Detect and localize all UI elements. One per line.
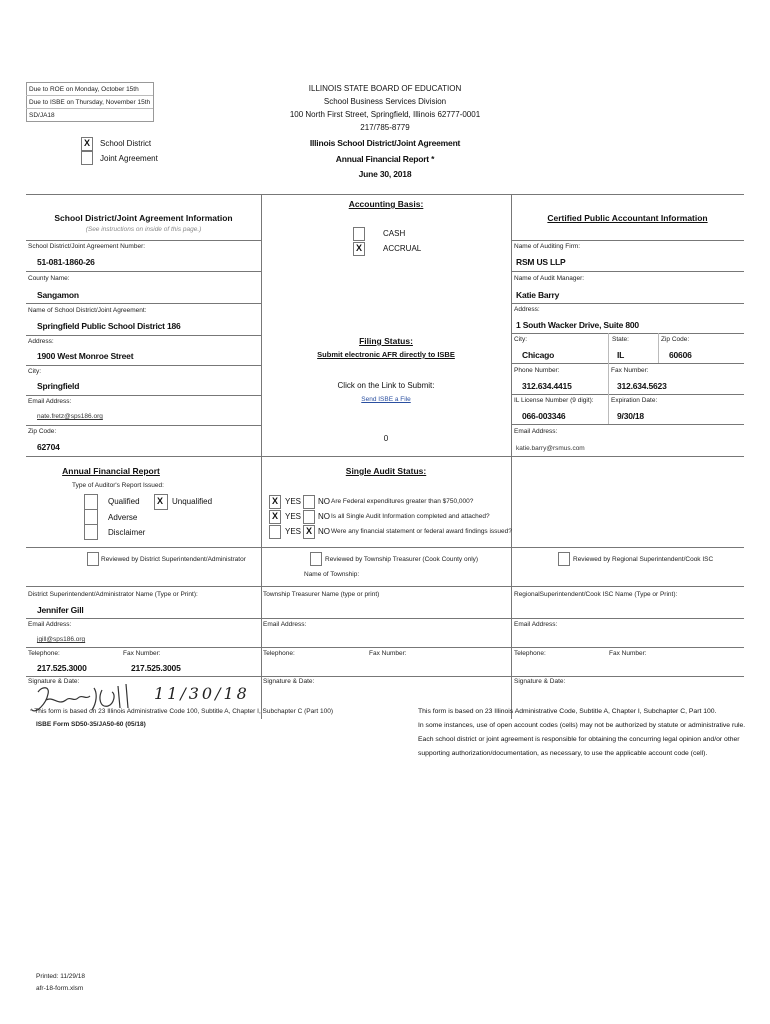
cpa-state[interactable]: IL xyxy=(617,350,625,360)
form-title: Illinois School District/Joint Agreement xyxy=(309,138,461,148)
link-prompt: Click on the Link to Submit: xyxy=(337,381,435,390)
county-label: County Name: xyxy=(28,275,70,282)
district-city[interactable]: Springfield xyxy=(37,381,80,391)
superintendent-signature-date: 11/30/18 xyxy=(154,684,250,703)
expiration-label: Expiration Date: xyxy=(611,397,658,404)
q2-text: Is all Single Audit Information completed and attached? xyxy=(331,513,490,520)
treasurer-phone-label: Telephone: xyxy=(263,650,295,657)
qualified-checkbox[interactable] xyxy=(84,494,98,510)
district-review-label: Reviewed by District Superintendent/Administrator xyxy=(101,556,246,563)
license-label: IL License Number (9 digit): xyxy=(514,397,594,404)
filing-count: 0 xyxy=(383,434,389,443)
single-audit-heading: Single Audit Status: xyxy=(345,466,427,476)
footnote-left-2: ISBE Form SD50-35/JA50-60 (05/18) xyxy=(36,721,146,728)
regional-fax-label: Fax Number: xyxy=(609,650,647,657)
q1-text: Are Federal expenditures greater than $750,000? xyxy=(331,498,474,505)
superintendent-phone[interactable]: 217.525.3000 xyxy=(37,663,87,673)
cpa-address-label: Address: xyxy=(514,306,540,313)
superintendent-email-label: Email Address: xyxy=(28,621,72,628)
cpa-zip[interactable]: 60606 xyxy=(669,350,692,360)
q2-no-checkbox[interactable] xyxy=(303,510,315,524)
joint-agreement-label: Joint Agreement xyxy=(100,154,158,163)
disclaimer-label: Disclaimer xyxy=(108,528,146,537)
district-email-label: Email Address: xyxy=(28,398,72,405)
firm-label: Name of Auditing Firm: xyxy=(514,243,581,250)
cpa-heading: Certified Public Accountant Information xyxy=(547,213,708,223)
q2-yes-mark: X xyxy=(272,511,279,521)
township-name-label: Name of Township: xyxy=(304,571,360,578)
treasurer-email-label: Email Address: xyxy=(263,621,307,628)
q1-no-label: NO xyxy=(318,497,330,506)
agency-phone: 217/785-8779 xyxy=(360,123,410,132)
township-review-checkbox[interactable] xyxy=(310,552,322,566)
district-zip[interactable]: 62704 xyxy=(37,442,60,452)
joint-agreement-checkbox[interactable] xyxy=(81,151,93,165)
regional-signature-label: Signature & Date: xyxy=(514,678,566,685)
cpa-zip-label: Zip Code: xyxy=(661,336,690,343)
footnote-right-2: In some instances, use of open account codes (cells) may not be authorized by statute or administrative rule. xyxy=(418,722,746,729)
superintendent-signature-label: Signature & Date: xyxy=(28,678,80,685)
file-name: afr-18-form.xlsm xyxy=(36,985,84,992)
agency-address: 100 North First Street, Springfield, Illinois 62777-0001 xyxy=(289,110,481,119)
accrual-mark: X xyxy=(356,243,363,253)
q1-yes-mark: X xyxy=(272,496,279,506)
superintendent-email[interactable]: jgill@sps186.org xyxy=(37,636,86,643)
township-review-label: Reviewed by Township Treasurer (Cook County only) xyxy=(325,556,479,563)
regional-email-label: Email Address: xyxy=(514,621,558,628)
cash-label: CASH xyxy=(383,229,406,238)
district-city-label: City: xyxy=(28,368,41,375)
superintendent-phone-label: Telephone: xyxy=(28,650,60,657)
school-district-label: School District xyxy=(100,139,152,148)
regional-name-label: RegionalSuperintendent/Cook ISC Name (Type or Print): xyxy=(514,591,678,598)
district-address-label: Address: xyxy=(28,338,54,345)
q3-no-label: NO xyxy=(318,527,330,536)
footnote-right-4: supporting authorization/documentation, as necessary, to use the applicable account code (cell). xyxy=(418,750,708,757)
expiration-date[interactable]: 9/30/18 xyxy=(617,411,644,421)
regional-review-label: Reviewed by Regional Superintendent/Cook ISC xyxy=(573,556,714,563)
manager-label: Name of Audit Manager: xyxy=(514,275,585,282)
superintendent-fax-label: Fax Number: xyxy=(123,650,161,657)
cpa-city[interactable]: Chicago xyxy=(522,350,555,360)
audit-manager[interactable]: Katie Barry xyxy=(516,290,560,300)
district-info-heading: School District/Joint Agreement Information xyxy=(54,213,233,223)
cpa-phone-label: Phone Number: xyxy=(514,367,560,374)
adverse-checkbox[interactable] xyxy=(84,509,98,525)
form-code: SD/JA18 xyxy=(29,112,55,119)
unqualified-label: Unqualified xyxy=(172,497,213,506)
district-zip-label: Zip Code: xyxy=(28,428,57,435)
district-review-checkbox[interactable] xyxy=(87,552,99,566)
footnote-right-1: This form is based on 23 Illinois Administrative Code, Subtitle A, Chapter I, Subchapter C, Part 100. xyxy=(418,708,717,715)
treasurer-fax-label: Fax Number: xyxy=(369,650,407,657)
filing-status-subheading: Submit electronic AFR directly to ISBE xyxy=(317,350,455,359)
due-to-isbe: Due to ISBE on Thursday, November 15th xyxy=(29,99,151,106)
license-number[interactable]: 066-003346 xyxy=(522,411,566,421)
due-to-roe: Due to ROE on Monday, October 15th xyxy=(29,86,139,93)
q3-text: Were any financial statement or federal award findings issued? xyxy=(331,528,512,535)
district-number[interactable]: 51-081-1860-26 xyxy=(37,257,95,267)
footnote-right-3: Each school district or joint agreement is responsible for obtaining the concurring legal opinion and/or other xyxy=(418,736,740,743)
cpa-fax[interactable]: 312.634.5623 xyxy=(617,381,667,391)
district-instructions: (See instructions on inside of this page.) xyxy=(85,226,202,233)
qualified-label: Qualified xyxy=(108,497,140,506)
treasurer-name-label: Township Treasurer Name (type or print) xyxy=(263,591,380,598)
district-address[interactable]: 1900 West Monroe Street xyxy=(37,351,134,361)
superintendent-name-label: District Superintendent/Administrator Name (Type or Print): xyxy=(28,591,198,598)
filing-status-heading: Filing Status: xyxy=(359,336,413,346)
report-title: Annual Financial Report * xyxy=(335,154,435,164)
report-date: June 30, 2018 xyxy=(358,169,412,179)
cpa-email-label: Email Address: xyxy=(514,428,558,435)
school-district-mark: X xyxy=(84,138,91,148)
printed-date: Printed: 11/29/18 xyxy=(36,973,86,980)
regional-phone-label: Telephone: xyxy=(514,650,546,657)
send-isbe-file-link[interactable]: Send ISBE a File xyxy=(361,396,411,403)
unqualified-mark: X xyxy=(157,496,164,506)
q2-no-label: NO xyxy=(318,512,330,521)
accrual-label: ACCRUAL xyxy=(383,244,422,253)
disclaimer-checkbox[interactable] xyxy=(84,524,98,540)
q3-no-mark: X xyxy=(306,526,313,536)
firm-name[interactable]: RSM US LLP xyxy=(516,257,566,267)
district-name-label: Name of School District/Joint Agreement: xyxy=(28,307,147,314)
q3-yes-label: YES xyxy=(285,527,302,536)
accounting-basis-heading: Accounting Basis: xyxy=(348,199,424,209)
q3-yes-checkbox[interactable] xyxy=(269,525,281,539)
q1-no-checkbox[interactable] xyxy=(303,495,315,509)
annual-report-heading: Annual Financial Report xyxy=(62,466,160,476)
cpa-phone[interactable]: 312.634.4415 xyxy=(522,381,572,391)
agency-division: School Business Services Division xyxy=(323,97,447,106)
cpa-address[interactable]: 1 South Wacker Drive, Suite 800 xyxy=(516,320,639,330)
treasurer-signature-label: Signature & Date: xyxy=(263,678,315,685)
superintendent-name[interactable]: Jennifer Gill xyxy=(37,605,84,615)
county-name[interactable]: Sangamon xyxy=(37,290,79,300)
superintendent-fax[interactable]: 217.525.3005 xyxy=(131,663,181,673)
report-type-label: Type of Auditor's Report Issued: xyxy=(72,482,164,489)
adverse-label: Adverse xyxy=(108,513,138,522)
district-name[interactable]: Springfield Public School District 186 xyxy=(37,321,181,331)
cpa-city-label: City: xyxy=(514,336,527,343)
q2-yes-label: YES xyxy=(285,512,302,521)
footnote-left-1: * This form is based on 23 Illinois Administrative Code 100, Subtitle A, Chapter I, Subchapter C (Part 100) xyxy=(30,708,334,715)
agency-name: ILLINOIS STATE BOARD OF EDUCATION xyxy=(308,84,462,93)
district-number-label: School District/Joint Agreement Number: xyxy=(28,243,146,250)
regional-review-checkbox[interactable] xyxy=(558,552,570,566)
district-email[interactable]: nate.fretz@sps186.org xyxy=(37,413,103,420)
cpa-state-label: State: xyxy=(612,336,629,343)
cpa-email[interactable]: katie.barry@rsmus.com xyxy=(516,445,585,452)
cash-checkbox[interactable] xyxy=(353,227,365,241)
cpa-fax-label: Fax Number: xyxy=(611,367,649,374)
q1-yes-label: YES xyxy=(285,497,302,506)
